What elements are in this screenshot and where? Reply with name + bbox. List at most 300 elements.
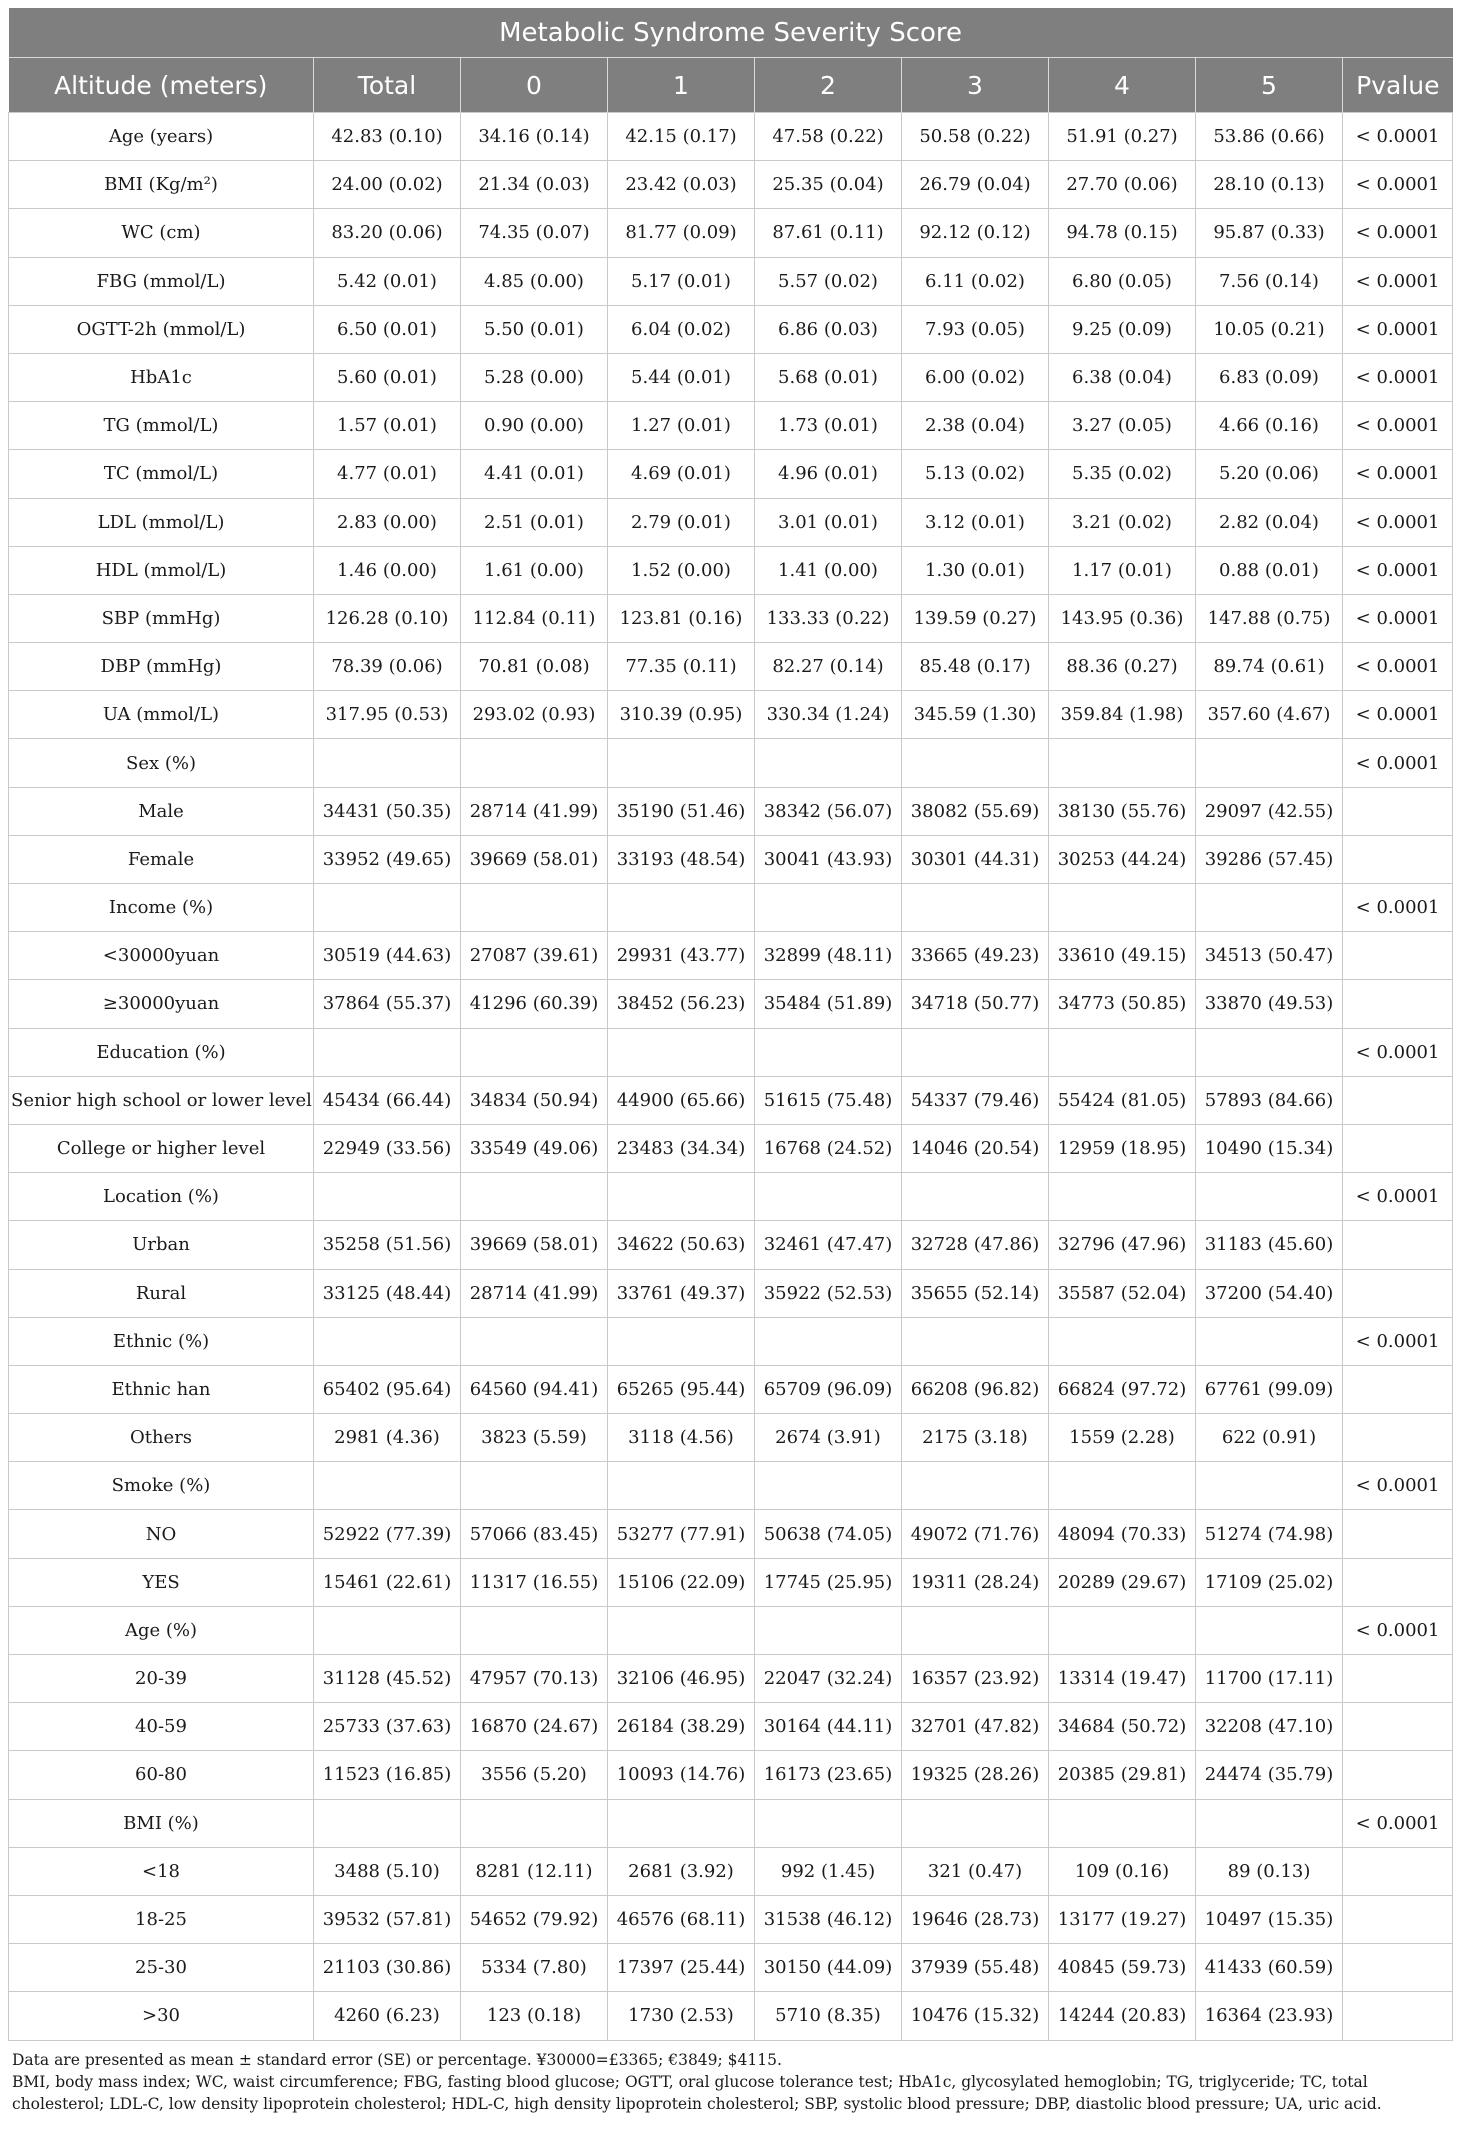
table-row (9, 1028, 1453, 1076)
table-cell: 30164 (44.11) (755, 1703, 902, 1751)
table-cell (608, 1317, 755, 1365)
table-cell (608, 1173, 755, 1221)
table-row (9, 209, 1453, 257)
pvalue-cell: < 0.0001 (1343, 209, 1453, 257)
pvalue-cell (1343, 1365, 1453, 1413)
table-cell: 89.74 (0.61) (1196, 643, 1343, 691)
table-cell (1049, 1317, 1196, 1365)
table-cell: 15461 (22.61) (314, 1558, 461, 1606)
table-cell: 37864 (55.37) (314, 980, 461, 1028)
table-cell: 4.41 (0.01) (461, 450, 608, 498)
table-cell: 5.20 (0.06) (1196, 450, 1343, 498)
pvalue-cell: < 0.0001 (1343, 1606, 1453, 1654)
table-cell: 50.58 (0.22) (902, 113, 1049, 161)
column-header: 1 (608, 58, 755, 113)
row-label: Senior high school or lower level (9, 1076, 314, 1124)
row-label: OGTT-2h (mmol/L) (9, 305, 314, 353)
row-label: Age (%) (9, 1606, 314, 1654)
table-cell: 317.95 (0.53) (314, 691, 461, 739)
table-row (9, 884, 1453, 932)
table-cell: 1.27 (0.01) (608, 402, 755, 450)
table-row (9, 787, 1453, 835)
table-cell: 30041 (43.93) (755, 835, 902, 883)
table-cell: 23483 (34.34) (608, 1124, 755, 1172)
table-cell (755, 739, 902, 787)
pvalue-cell: < 0.0001 (1343, 643, 1453, 691)
table-cell: 1.61 (0.00) (461, 546, 608, 594)
table-cell: 2.82 (0.04) (1196, 498, 1343, 546)
table-cell (755, 1028, 902, 1076)
row-label: Male (9, 787, 314, 835)
table-cell: 1559 (2.28) (1049, 1414, 1196, 1462)
table-cell: 3556 (5.20) (461, 1751, 608, 1799)
table-cell (608, 884, 755, 932)
table-cell: 3488 (5.10) (314, 1847, 461, 1895)
footnotes (8, 2049, 1452, 2115)
table-cell: 95.87 (0.33) (1196, 209, 1343, 257)
table-cell: 34773 (50.85) (1049, 980, 1196, 1028)
pvalue-cell: < 0.0001 (1343, 498, 1453, 546)
column-header: 0 (461, 58, 608, 113)
table-cell: 14046 (20.54) (902, 1124, 1049, 1172)
table-cell: 1.17 (0.01) (1049, 546, 1196, 594)
table-row (9, 353, 1453, 401)
table-cell: 16173 (23.65) (755, 1751, 902, 1799)
pvalue-cell (1343, 1751, 1453, 1799)
table-cell (314, 1317, 461, 1365)
table-cell: 35587 (52.04) (1049, 1269, 1196, 1317)
table-cell: 5334 (7.80) (461, 1944, 608, 1992)
table-cell: 51615 (75.48) (755, 1076, 902, 1124)
row-label: 25-30 (9, 1944, 314, 1992)
table-cell: 41296 (60.39) (461, 980, 608, 1028)
table-cell (461, 1028, 608, 1076)
table-cell (314, 1028, 461, 1076)
table-cell: 20289 (29.67) (1049, 1558, 1196, 1606)
row-label: Education (%) (9, 1028, 314, 1076)
table-cell: 66824 (97.72) (1049, 1365, 1196, 1413)
table-cell (608, 1799, 755, 1847)
pvalue-cell (1343, 1558, 1453, 1606)
table-cell: 85.48 (0.17) (902, 643, 1049, 691)
table-cell: 3.12 (0.01) (902, 498, 1049, 546)
table-row (9, 402, 1453, 450)
row-label: LDL (mmol/L) (9, 498, 314, 546)
table-cell: 87.61 (0.11) (755, 209, 902, 257)
table-cell: 1.46 (0.00) (314, 546, 461, 594)
table-cell: 2981 (4.36) (314, 1414, 461, 1462)
row-label: Smoke (%) (9, 1462, 314, 1510)
table-cell: 35922 (52.53) (755, 1269, 902, 1317)
table-cell: 1.73 (0.01) (755, 402, 902, 450)
table-cell: 0.90 (0.00) (461, 402, 608, 450)
pvalue-cell (1343, 1076, 1453, 1124)
table-cell: 2.83 (0.00) (314, 498, 461, 546)
table-cell: 1.30 (0.01) (902, 546, 1049, 594)
pvalue-cell (1343, 932, 1453, 980)
table-cell: 27.70 (0.06) (1049, 161, 1196, 209)
data-table (8, 8, 1453, 2041)
table-cell: 22047 (32.24) (755, 1655, 902, 1703)
pvalue-cell: < 0.0001 (1343, 161, 1453, 209)
table-cell: 2175 (3.18) (902, 1414, 1049, 1462)
table-cell: 6.50 (0.01) (314, 305, 461, 353)
table-cell (755, 1799, 902, 1847)
pvalue-cell (1343, 1655, 1453, 1703)
table-cell (1196, 884, 1343, 932)
column-header: 2 (755, 58, 902, 113)
table-cell: 29097 (42.55) (1196, 787, 1343, 835)
table-cell (314, 1606, 461, 1654)
table-row (9, 1606, 1453, 1654)
table-cell (1049, 1799, 1196, 1847)
table-cell: 4.77 (0.01) (314, 450, 461, 498)
row-label: Income (%) (9, 884, 314, 932)
table-cell: 33952 (49.65) (314, 835, 461, 883)
table-cell: 4.96 (0.01) (755, 450, 902, 498)
table-cell: 26184 (38.29) (608, 1703, 755, 1751)
pvalue-cell: < 0.0001 (1343, 305, 1453, 353)
table-cell: 357.60 (4.67) (1196, 691, 1343, 739)
table-title: Metabolic Syndrome Severity Score (9, 8, 1453, 58)
table-container (8, 8, 1452, 2115)
table-cell: 32208 (47.10) (1196, 1703, 1343, 1751)
table-cell: 35190 (51.46) (608, 787, 755, 835)
table-cell: 27087 (39.61) (461, 932, 608, 980)
table-cell: 321 (0.47) (902, 1847, 1049, 1895)
table-cell: 92.12 (0.12) (902, 209, 1049, 257)
table-cell: 42.83 (0.10) (314, 113, 461, 161)
table-cell: 5.50 (0.01) (461, 305, 608, 353)
table-cell: 37939 (55.48) (902, 1944, 1049, 1992)
pvalue-cell: < 0.0001 (1343, 1799, 1453, 1847)
table-cell: 14244 (20.83) (1049, 1992, 1196, 2040)
table-cell: 19646 (28.73) (902, 1895, 1049, 1943)
table-cell: 5.28 (0.00) (461, 353, 608, 401)
table-cell: 21.34 (0.03) (461, 161, 608, 209)
table-cell: 4.69 (0.01) (608, 450, 755, 498)
table-cell: 50638 (74.05) (755, 1510, 902, 1558)
table-cell: 22949 (33.56) (314, 1124, 461, 1172)
table-cell: 32796 (47.96) (1049, 1221, 1196, 1269)
table-cell (755, 884, 902, 932)
table-cell (1049, 1462, 1196, 1510)
table-cell (1049, 1028, 1196, 1076)
pvalue-cell (1343, 1992, 1453, 2040)
table-cell: 30519 (44.63) (314, 932, 461, 980)
table-cell: 0.88 (0.01) (1196, 546, 1343, 594)
table-cell: 35655 (52.14) (902, 1269, 1049, 1317)
table-cell: 126.28 (0.10) (314, 594, 461, 642)
table-row (9, 932, 1453, 980)
table-cell (902, 1799, 1049, 1847)
table-row (9, 1221, 1453, 1269)
table-row (9, 161, 1453, 209)
pvalue-cell: < 0.0001 (1343, 691, 1453, 739)
table-cell: 3.27 (0.05) (1049, 402, 1196, 450)
pvalue-cell: < 0.0001 (1343, 546, 1453, 594)
table-cell (902, 1317, 1049, 1365)
table-cell: 8281 (12.11) (461, 1847, 608, 1895)
table-cell (1196, 1028, 1343, 1076)
column-header: Total (314, 58, 461, 113)
table-row (9, 643, 1453, 691)
table-cell: 38130 (55.76) (1049, 787, 1196, 835)
column-header: 3 (902, 58, 1049, 113)
table-cell (902, 1462, 1049, 1510)
table-cell (1196, 1462, 1343, 1510)
table-row (9, 739, 1453, 787)
pvalue-cell: < 0.0001 (1343, 402, 1453, 450)
table-cell: 51.91 (0.27) (1049, 113, 1196, 161)
table-cell: 23.42 (0.03) (608, 161, 755, 209)
row-label: BMI (%) (9, 1799, 314, 1847)
row-label: TC (mmol/L) (9, 450, 314, 498)
table-cell: 133.33 (0.22) (755, 594, 902, 642)
table-cell (1049, 739, 1196, 787)
table-cell (608, 1028, 755, 1076)
row-label: SBP (mmHg) (9, 594, 314, 642)
table-cell: 66208 (96.82) (902, 1365, 1049, 1413)
table-cell (608, 1462, 755, 1510)
table-row (9, 1751, 1453, 1799)
table-row (9, 546, 1453, 594)
pvalue-cell: < 0.0001 (1343, 353, 1453, 401)
table-cell: 10476 (15.32) (902, 1992, 1049, 2040)
table-row (9, 1655, 1453, 1703)
table-cell: 7.56 (0.14) (1196, 257, 1343, 305)
table-cell: 38082 (55.69) (902, 787, 1049, 835)
table-cell (1049, 1173, 1196, 1221)
row-label: BMI (Kg/m²) (9, 161, 314, 209)
table-cell: 3118 (4.56) (608, 1414, 755, 1462)
table-cell: 31538 (46.12) (755, 1895, 902, 1943)
table-cell: 38342 (56.07) (755, 787, 902, 835)
row-label: WC (cm) (9, 209, 314, 257)
table-cell: 2.51 (0.01) (461, 498, 608, 546)
table-cell: 29931 (43.77) (608, 932, 755, 980)
table-cell: 10497 (15.35) (1196, 1895, 1343, 1943)
row-label: ≥30000yuan (9, 980, 314, 1028)
table-cell: 34431 (50.35) (314, 787, 461, 835)
table-cell: 53.86 (0.66) (1196, 113, 1343, 161)
table-cell: 32701 (47.82) (902, 1703, 1049, 1751)
table-cell: 26.79 (0.04) (902, 161, 1049, 209)
table-cell (755, 1462, 902, 1510)
table-cell: 74.35 (0.07) (461, 209, 608, 257)
table-cell: 67761 (99.09) (1196, 1365, 1343, 1413)
table-cell (1049, 1606, 1196, 1654)
table-cell: 34513 (50.47) (1196, 932, 1343, 980)
table-cell: 53277 (77.91) (608, 1510, 755, 1558)
pvalue-cell: < 0.0001 (1343, 1462, 1453, 1510)
table-cell: 147.88 (0.75) (1196, 594, 1343, 642)
table-cell: 31183 (45.60) (1196, 1221, 1343, 1269)
table-cell: 32106 (46.95) (608, 1655, 755, 1703)
pvalue-cell (1343, 1414, 1453, 1462)
table-cell: 5.44 (0.01) (608, 353, 755, 401)
table-cell: 2.38 (0.04) (902, 402, 1049, 450)
pvalue-cell: < 0.0001 (1343, 1028, 1453, 1076)
table-cell: 24474 (35.79) (1196, 1751, 1343, 1799)
table-cell: 83.20 (0.06) (314, 209, 461, 257)
table-cell: 33870 (49.53) (1196, 980, 1343, 1028)
table-cell: 293.02 (0.93) (461, 691, 608, 739)
table-cell: 5.42 (0.01) (314, 257, 461, 305)
table-cell (1196, 1317, 1343, 1365)
table-cell: 112.84 (0.11) (461, 594, 608, 642)
table-cell (461, 1462, 608, 1510)
table-row (9, 1076, 1453, 1124)
table-cell: 139.59 (0.27) (902, 594, 1049, 642)
pvalue-cell (1343, 1703, 1453, 1751)
pvalue-cell: < 0.0001 (1343, 450, 1453, 498)
footnote-abbreviations: BMI, body mass index; WC, waist circumference; FBG, fasting blood glucose; OGTT, oral glucose tolerance test; HbA1c, glycosylated hemoglobin; TG, triglyceride; TC, total cholesterol; LDL-C, low density lipoprotein cholesterol; HDL-C, high density lipoprotein cholesterol; SBP, systolic blood pressure; DBP, diastolic blood pressure; UA, uric acid. (12, 2072, 1382, 2113)
table-row (9, 1799, 1453, 1847)
table-row (9, 1414, 1453, 1462)
table-cell: 3823 (5.59) (461, 1414, 608, 1462)
pvalue-cell: < 0.0001 (1343, 1173, 1453, 1221)
table-cell: 34684 (50.72) (1049, 1703, 1196, 1751)
table-row (9, 113, 1453, 161)
table-cell: 992 (1.45) (755, 1847, 902, 1895)
row-label: <18 (9, 1847, 314, 1895)
table-cell: 5.60 (0.01) (314, 353, 461, 401)
table-row (9, 1703, 1453, 1751)
table-cell: 30150 (44.09) (755, 1944, 902, 1992)
pvalue-cell (1343, 1895, 1453, 1943)
table-cell (314, 739, 461, 787)
table-cell: 1.41 (0.00) (755, 546, 902, 594)
table-cell: 359.84 (1.98) (1049, 691, 1196, 739)
table-cell (314, 1173, 461, 1221)
table-cell: 33193 (48.54) (608, 835, 755, 883)
table-cell: 5.35 (0.02) (1049, 450, 1196, 498)
footnote-data: Data are presented as mean ± standard error (SE) or percentage. ¥30000=£3365; €3849; $4115. (12, 2050, 782, 2069)
table-cell (1196, 1606, 1343, 1654)
table-cell: 11317 (16.55) (461, 1558, 608, 1606)
table-row (9, 1944, 1453, 1992)
table-cell (608, 1606, 755, 1654)
table-cell (608, 739, 755, 787)
table-cell: 39669 (58.01) (461, 1221, 608, 1269)
row-label: TG (mmol/L) (9, 402, 314, 450)
table-cell: 70.81 (0.08) (461, 643, 608, 691)
table-cell: 65265 (95.44) (608, 1365, 755, 1413)
pvalue-cell: < 0.0001 (1343, 1317, 1453, 1365)
table-cell: 65402 (95.64) (314, 1365, 461, 1413)
table-cell: 88.36 (0.27) (1049, 643, 1196, 691)
table-cell: 123 (0.18) (461, 1992, 608, 2040)
table-row (9, 1992, 1453, 2040)
table-cell: 5710 (8.35) (755, 1992, 902, 2040)
table-cell (902, 1028, 1049, 1076)
table-cell: 6.86 (0.03) (755, 305, 902, 353)
table-cell (1196, 1799, 1343, 1847)
table-cell: 6.00 (0.02) (902, 353, 1049, 401)
table-cell: 39669 (58.01) (461, 835, 608, 883)
table-cell: 33610 (49.15) (1049, 932, 1196, 980)
table-cell: 34622 (50.63) (608, 1221, 755, 1269)
pvalue-cell (1343, 1269, 1453, 1317)
table-cell: 57893 (84.66) (1196, 1076, 1343, 1124)
table-cell: 10093 (14.76) (608, 1751, 755, 1799)
table-cell: 21103 (30.86) (314, 1944, 461, 1992)
table-row (9, 1317, 1453, 1365)
table-cell (314, 1799, 461, 1847)
pvalue-cell: < 0.0001 (1343, 594, 1453, 642)
table-cell: 38452 (56.23) (608, 980, 755, 1028)
table-cell: 54652 (79.92) (461, 1895, 608, 1943)
table-cell: 13314 (19.47) (1049, 1655, 1196, 1703)
table-cell: 4.85 (0.00) (461, 257, 608, 305)
row-label: Ethnic (%) (9, 1317, 314, 1365)
table-cell (461, 1606, 608, 1654)
table-cell (461, 1799, 608, 1847)
table-cell: 82.27 (0.14) (755, 643, 902, 691)
row-label: Ethnic han (9, 1365, 314, 1413)
table-row (9, 594, 1453, 642)
table-cell: 33761 (49.37) (608, 1269, 755, 1317)
table-cell (461, 1317, 608, 1365)
table-cell: 123.81 (0.16) (608, 594, 755, 642)
row-label: College or higher level (9, 1124, 314, 1172)
table-cell: 310.39 (0.95) (608, 691, 755, 739)
table-cell: 39286 (57.45) (1196, 835, 1343, 883)
table-cell: 5.13 (0.02) (902, 450, 1049, 498)
table-cell: 7.93 (0.05) (902, 305, 1049, 353)
table-cell: 4.66 (0.16) (1196, 402, 1343, 450)
table-cell: 9.25 (0.09) (1049, 305, 1196, 353)
table-cell: 25733 (37.63) (314, 1703, 461, 1751)
table-cell: 34718 (50.77) (902, 980, 1049, 1028)
table-cell: 32461 (47.47) (755, 1221, 902, 1269)
table-cell: 3.21 (0.02) (1049, 498, 1196, 546)
table-cell: 1.57 (0.01) (314, 402, 461, 450)
table-cell: 52922 (77.39) (314, 1510, 461, 1558)
table-cell: 5.17 (0.01) (608, 257, 755, 305)
row-label: <30000yuan (9, 932, 314, 980)
pvalue-cell: < 0.0001 (1343, 257, 1453, 305)
table-cell: 34834 (50.94) (461, 1076, 608, 1124)
table-cell: 30253 (44.24) (1049, 835, 1196, 883)
pvalue-cell (1343, 787, 1453, 835)
table-cell: 24.00 (0.02) (314, 161, 461, 209)
row-label: Others (9, 1414, 314, 1462)
row-label: Rural (9, 1269, 314, 1317)
table-cell: 41433 (60.59) (1196, 1944, 1343, 1992)
table-cell: 16870 (24.67) (461, 1703, 608, 1751)
column-header: Pvalue (1343, 58, 1453, 113)
table-cell: 143.95 (0.36) (1049, 594, 1196, 642)
row-label: 20-39 (9, 1655, 314, 1703)
table-cell: 19325 (28.26) (902, 1751, 1049, 1799)
table-cell: 11700 (17.11) (1196, 1655, 1343, 1703)
table-cell (1196, 1173, 1343, 1221)
table-cell: 40845 (59.73) (1049, 1944, 1196, 1992)
row-label: HbA1c (9, 353, 314, 401)
table-cell (902, 1173, 1049, 1221)
pvalue-cell: < 0.0001 (1343, 113, 1453, 161)
table-cell: 1.52 (0.00) (608, 546, 755, 594)
row-label: Female (9, 835, 314, 883)
table-cell: 39532 (57.81) (314, 1895, 461, 1943)
table-cell: 15106 (22.09) (608, 1558, 755, 1606)
table-cell: 2674 (3.91) (755, 1414, 902, 1462)
table-cell: 31128 (45.52) (314, 1655, 461, 1703)
table-cell: 94.78 (0.15) (1049, 209, 1196, 257)
table-cell: 45434 (66.44) (314, 1076, 461, 1124)
